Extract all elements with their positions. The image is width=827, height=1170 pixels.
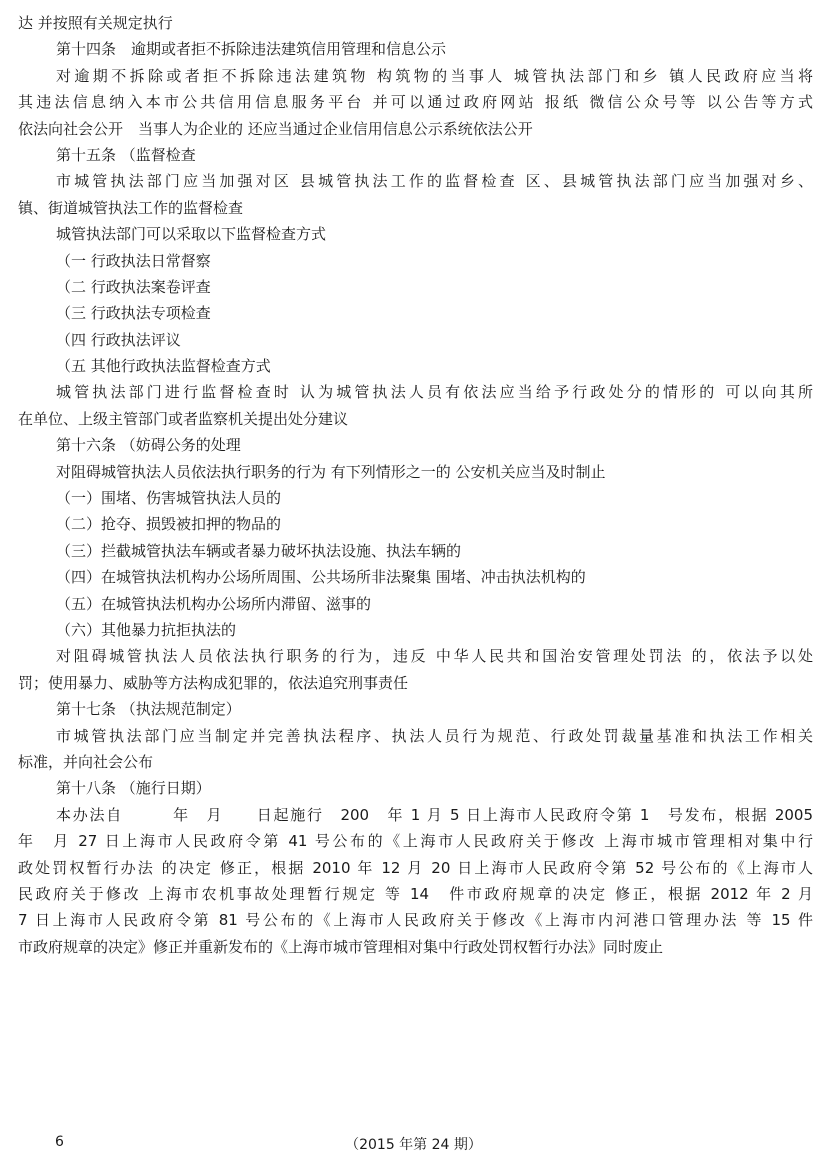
document-body	[18, 10, 813, 960]
text-line: 达 并按照有关规定执行	[18, 14, 173, 32]
text-line: 市城管执法部门应当制定并完善执法程序、执法人员行为规范、行政处罚裁量基准和执法工作相关	[56, 726, 813, 745]
text-line: 市政府规章的决定》修正并重新发布的《上海市城市管理相对集中行政处罚权暂行办法》同时废止	[18, 937, 664, 956]
text-line: 市城管执法部门应当加强对区 县城管执法工作的监督检查 区、县城管执法部门应当加强对乡、	[56, 172, 813, 191]
list-item: （四 行政执法评议	[56, 330, 181, 349]
list-item: （一 行政执法日常督察	[56, 251, 211, 270]
text-line: 本办法自 年 月 日起施行 200 年 1 月 5 日上海市人民政府令第 1 号发布，根据 2005	[56, 805, 813, 824]
text-line: 城管执法部门可以采取以下监督检查方式	[56, 225, 327, 244]
list-item: （五 其他行政执法监督检查方式	[56, 357, 271, 376]
text-line: 镇、街道城管执法工作的监督检查	[18, 198, 244, 217]
text-line: 7 日上海市人民政府令第 81 号公布的《上海市人民政府关于修改《上海市内河港口管理办法 等 15 件	[18, 911, 813, 930]
text-line: 在单位、上级主管部门或者监察机关提出处分建议	[18, 409, 349, 428]
list-item: （二 行政执法案卷评查	[56, 277, 211, 296]
text-line: 城管执法部门进行监督检查时 认为城管执法人员有依法应当给予行政处分的情形的 可以向其所	[56, 383, 813, 402]
text-line: 对阻碍城管执法人员依法执行职务的行为，违反 中华人民共和国治安管理处罚法 的，依法予以处	[56, 647, 813, 666]
text-line: 政处罚权暂行办法 的决定 修正，根据 2010 年 12 月 20 日上海市人民政府令第 52 号公布的《上海市人	[18, 858, 813, 877]
article-heading: 第十六条 （妨碍公务的处理	[56, 436, 241, 455]
text-line: 依法向社会公开 当事人为企业的 还应当通过企业信用信息公示系统依法公开	[18, 119, 533, 138]
article-heading: 第十五条 （监督检查	[56, 145, 196, 164]
list-item: （六）其他暴力抗拒执法的	[56, 620, 237, 639]
list-item: （四）在城管执法机构办公场所周围、公共场所非法聚集 围堵、冲击执法机构的	[56, 568, 586, 587]
text-line: 罚；使用暴力、威胁等方法构成犯罪的，依法追究刑事责任	[18, 673, 409, 692]
text-line: 民政府关于修改 上海市农机事故处理暂行规定 等 14 件市政府规章的决定 修正，根据 2012 年 2 月	[18, 884, 813, 903]
article-heading: 第十八条 （施行日期）	[56, 779, 211, 798]
page-footer	[0, 1134, 827, 1156]
article-heading: 第十四条 逾期或者拒不拆除违法建筑信用管理和信息公示	[56, 40, 447, 59]
list-item: （三）拦截城管执法车辆或者暴力破坏执法设施、执法车辆的	[56, 541, 462, 560]
text-line: 标准，并向社会公布	[18, 752, 154, 771]
issue-info: （2015 年第 24 期）	[345, 1137, 482, 1153]
page-number: 6	[55, 1134, 64, 1150]
article-heading: 第十七条 （执法规范制定）	[56, 700, 241, 719]
text-line: 对阻碍城管执法人员依法执行职务的行为 有下列情形之一的 公安机关应当及时制止	[56, 462, 606, 481]
list-item: （五）在城管执法机构办公场所内滞留、滋事的	[56, 594, 372, 613]
list-item: （二）抢夺、损毁被扣押的物品的	[56, 515, 282, 534]
text-line: 对逾期不拆除或者拒不拆除违法建筑物 构筑物的当事人 城管执法部门和乡 镇人民政府应当将	[56, 66, 813, 85]
text-line: 其违法信息纳入本市公共信用信息服务平台 并可以通过政府网站 报纸 微信公众号等 以公告等方式	[18, 93, 813, 112]
list-item: （一）围堵、伤害城管执法人员的	[56, 489, 282, 508]
list-item: （三 行政执法专项检查	[56, 304, 211, 323]
text-line: 年 月 27 日上海市人民政府令第 41 号公布的《上海市人民政府关于修改 上海市城市管理相对集中行	[18, 832, 813, 851]
